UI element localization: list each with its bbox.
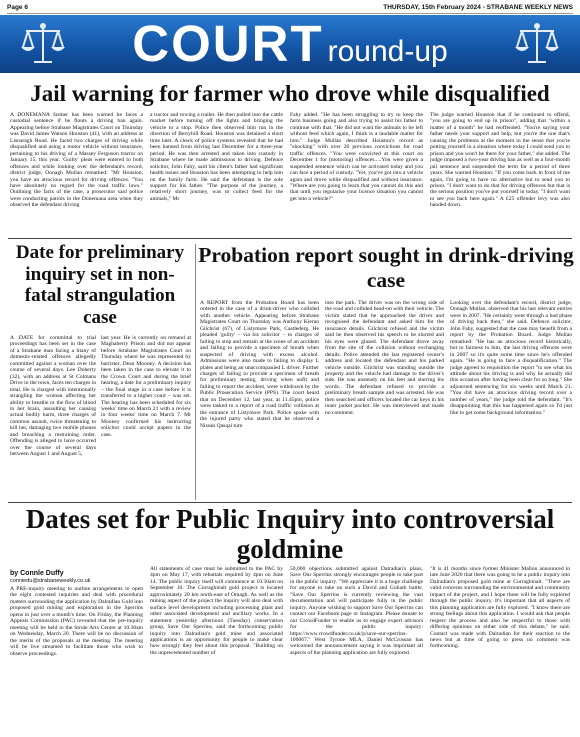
jail-story-column-2: a tractor and towing a trailer. He then pulled into the cattle market before turning off the lights and bringing the vehicle to a stop. Police then observed him run in the direction of Berryhill Road. Houston was detained a short time later. A check of police systems revealed that he had been banned from driving last December for a three-year period. He was then arrested and taken into custody in Strabane where he made admissions to driving. Defence solicitor, John Fahy, said his client's father had significant health issues and Houston has been attempting to help him on the family farm. He said the defendant is the sole support for his father. "The purpose of the journey, a relatively short journey, was to collect feed for the animals," Mr <box>150 112 283 202</box>
byline-author: by Connle Duffy <box>10 570 64 577</box>
banner-wordmark <box>0 17 580 79</box>
byline-email: conniedu@strabaneweekly.co.uk <box>10 578 91 584</box>
inquiry-story-column-1: A PRE-inquiry meeting to outline arrangements to open the eight contested inquiries and deal with procedural matters surrounding the application by Dalradian Gold into proposed gold mining and exploration in the Sperrins opens in just over a month's time. On Friday, the Planning Appeals Commission (PAC) revealed that the pre-inquiry meeting will be held in the Strule Arts Centre at 10.30am on Wednesday, March 20. There will be no discussion of the merits of the proposals at the meeting. The meeting will be live streamed to facilitate those who wish to observe proceedings. <box>10 586 143 657</box>
page-number: Page 6 <box>7 4 28 11</box>
probation-report-headline: Probation report sought in drink-driving case <box>198 243 574 292</box>
inquiry-story-column-4: "It is 41 months since former Minister Mallon announced in late June 2020 that there was going to be a public inquiry into Dalradian's proposed gold mine at Curraghinalt. "There are valid concerns surrounding the environmental and community impact of the project, and I hope these will be fully explored through the public inquiry. It's important that all aspects of this planning application are fully explored. "I know there are strong feelings about this application. I would ask that people respect the process and also be respectful to those with differing opinions on either side of this debate," he said. Contact was made with Dalradian for their reaction to the news but at time of going to press no comment was forthcoming. <box>430 566 570 650</box>
court-roundup-banner <box>0 15 580 73</box>
probation-story-column-1: A REPORT from the Probation Board has been ordered in the case of a drink-driver who collided with another vehicle. Appearing before Strabane Magistrates Court on Thursday was Anthony Kieran Gilchrist (67), of Listymore Park, Castlederg. He pleaded 'guilty' – via his solicitor – to charges of failing to stop and remain at the scene of an accident and failing to provide a specimen of breath when suspected of driving with excess alcohol. Admissions were also made to failing to display L plates and being an unaccompanied L driver. Further charges of failing to provide a specimen of breath for preliminary testing, driving when unfit and failing to report the accident, were withdrawn by the Public Prosecution Service (PPS). The court heard that on December 12, last year, at 11.45pm, police were tasked to a report of a road traffic collision at the entrance of Listymore Park. Police spoke with the injured party who stated that he observed a Nissan Qasqai turn <box>200 300 319 429</box>
probation-story-column-2: into the park. The driver was on the wrong side of the road and collided head-on with their vehicle. The victim stated that he approached the driver and recognised the defendant and asked him for the insurance details. Gilchrist refused and the victim said he then observed his speech to be slurred and his eyes were glazed. The defendant drove away from the site of the collision without exchanging details. Police attended the last registered owner's address and located the defendant and his parked vehicle outside. Gilchrist was standing outside the property and the vehicle had damage to the driver's side. He was unsteady on his feet and slurring his words. The defendant refused to provide a preliminary breath sample and was arrested. He was then searched and officers located the car keys in his inner jacket pocket. He was interviewed and made no comment. <box>325 300 444 416</box>
jail-story-column-3: Fahy added. "He has been struggling to try to keep the farm business going and also trying to assist his father to continue with that. "He did not want the animals to be left without feed which again, I think is a laudable matter for him." Judge Mullan described Houston's record as "shocking" with over 20 previous convictions for road traffic offences. "You were convicted at this court on December 1 for (motoring) offences.....You were given a suspended sentence which can be activated today and you can face a period of custody. "Yet, you've got into a vehicle again and drove while disqualified and without insurance. "Where are you going to learn that you cannot do this and that until you regularise your licence situation you cannot get into a vehicle?" <box>290 112 423 202</box>
probation-story-column-3: Looking over the defendant's record, district judge, Oonagh Mullan, observed that his last relevant entries were in 2007. "He certainly went through a bad phase of driving back then," she said. Defence solicitor, John Fahy, suggested that the case may benefit from a report by the Probation Board. Judge Mullan remarked: "He has an atrocious record historically, but in fairness to him, the last driving offences were in 2007 so it's quite some time since he's offended again. "He is going to face a disqualification." The judge agreed to requisition the report "to see what his attitude about his driving is and why he actually did this occasion after having been clear for so long." She adjourned sentencing for six weeks until March 21. "You did have an atrocious driving record over a number of years," the judge told the defendant. "It's disappointing that this has happened again so I'd just like to get some background information." <box>450 300 572 416</box>
jail-warning-headline: Jail warning for farmer who drove while disqualified <box>30 81 550 106</box>
jail-story-column-4: The judge warned Houston that if he continued to offend, "you are going to end up in prison", adding that "within a matter of a month" he had reoffended. "You're saying your father needs your support and help, but you're the one that's causing the problems at the moment in the sense that you're putting yourself in a situation where today I could send you to prison and you won't be there for your father," she added. The judge imposed a two-year driving ban as well as a four-month jail sentence and suspended the term for a period of three years. She warned Houston: "If you come back in front of me again, I'm going to have no alternative but to send you to prison. "I don't want to do that for driving offences but that is the serious position you've put yourself in today. "I don't want to see you back here again." A £25 offender levy was also handed down. <box>430 112 570 209</box>
section-divider <box>8 238 572 239</box>
page-dateline: THURSDAY, 15th February 2024 - STRABANE WEEKLY NEWS <box>383 4 573 11</box>
byline <box>10 570 140 585</box>
scales-of-justice-icon <box>514 21 560 67</box>
section-divider <box>8 502 572 503</box>
banner-court-title: COURT <box>132 15 324 72</box>
page-header-bar <box>7 2 573 14</box>
banner-roundup-subtitle: round-up <box>327 35 448 68</box>
preliminary-inquiry-headline: Date for preliminary inquiry set in non-fatal strangulation case <box>15 242 185 328</box>
date-story-column-2: last year. He is currently on remand at Maghaberry Prison and did not appear before Strabane Magistrates Court on Thursday where he was represented by barrister, Dean Mooney. A decision has been taken in the case to elevate it to the Crown Court and during the brief hearing, a date for a preliminary inquiry – the final stage in a case before it is transferred to a higher court – was set. The hearing has been scheduled for six weeks' time on March 21 with a review in four weeks' time on March 7. Mr Mooney confirmed his instructing solicitor could accept papers in the case. <box>101 335 191 438</box>
inquiry-story-column-3: 50,000 objections submitted against Dalradian's plans, Save Our Sperrins strongly encourages people to take part in the public inquiry. "We appreciate it is a huge challenge for anyone to take on such a David and Goliath battle. "Save Our Sperrins is currently reviewing the vast documentation and will participate fully in the public inquiry. Anyone wishing to support Save Our Sperrins can contact our Facebook page or Instagram. Please donate to our CrowdFunder to enable us to engage expert advisors for the public inquiry: https://www.crowdfunder.co.uk/p/save-our-sperrins-100067." West Tyrone MLA, Daniel McCrossan has welcomed the announcement saying it was important all aspects of the planning application are fully explored. <box>290 566 423 656</box>
column-divider <box>195 244 196 500</box>
public-inquiry-headline: Dates set for Public Inquiry into controversial goldmine <box>25 504 555 564</box>
jail-story-column-1: A DONEMANA farmer has been warned he faces a custodial sentence if he flouts a driving ban again. Appearing before Strabane Magistrates Court on Thursday was David James Watson Houston (41), with an address at Lisnaragh Road. He faced two charges of driving while disqualified and using a motor vehicle without insurance, pertaining to his driving of a Massey Ferguson tractor on January 15, this year. 'Guilty' pleas were entered to both offences and while looking over the defendant's record, district judge, Oonagh Mullan remarked: "Mr Houston, you have an atrocious record for driving offences. "You have absolutely no regard for the road traffic laws." Outlining the facts of the case, a prosecutor said police were conducting patrols in the Donemana area when they observed the defendant driving <box>10 112 143 209</box>
date-story-column-1: A DATE for committal to trial proceedings has been set in the case of a Strabane man facing a litany of domestic-related offences allegedly committed against a woman over the course of several days. Lee Doherty (32), with an address at St Colmans Drive in the town, faces ten charges in total. He is charged with intentionally strangling the woman affecting her ability to breathe or the flow of blood to her brain, assaulting her causing actual bodily harm, three charges of common assault, twice threatening to kill her, damaging two mobile phones and breaching a restraining order. Offending is alleged to have occurred over the course of several days between August 1 and August 5, <box>10 335 96 458</box>
inquiry-story-column-2: All statements of case must be submitted to the PAC by 4pm on May 17, with rebuttals required by 4pm on June 14. The public inquiry itself will commence at 10.30am on September 10. The Curraghinalt gold project is located approximately 20 km north-east of Omagh. As well as the mining aspect of the project the inquiry will also deal with surface level development including processing plant and other associated development and ancillary works. In a statement yesterday afternoon (Tuesday) conservation group, Save Our Sperrins, said the forthcoming public inquiry into Dalradian's gold mine and associated applications is an opportunity for people to make clear how strongly they feel about this proposal. "Building on the unprecedented number of <box>150 566 283 656</box>
